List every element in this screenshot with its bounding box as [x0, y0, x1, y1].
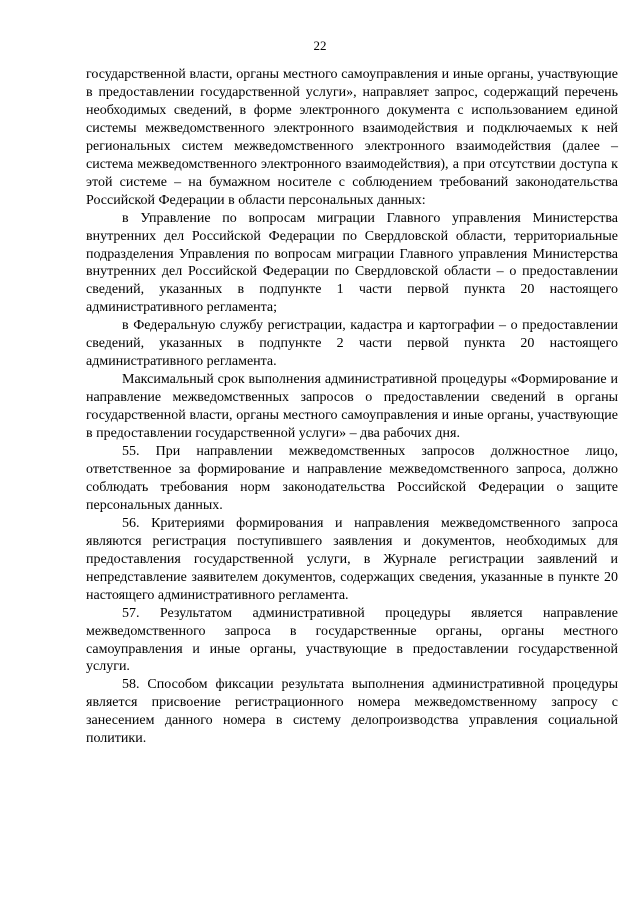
paragraph-migration-department: в Управление по вопросам миграции Главного управления Министерства внутренних дел Российской Федерации по Свердловской области, территориальные подразделения Управления по вопросам миграции Главного управления Министерства внутренних дел Российской Федерации по Свердловской области – о предоставлении сведений, указанных в подпункте 1 части первой пункта 20 настоящего административного регламента;	[86, 210, 618, 316]
document-body	[86, 66, 618, 748]
page-number: 22	[313, 38, 327, 53]
paragraph-maximum-term: Максимальный срок выполнения административной процедуры «Формирование и направление межведомственных запросов о предоставлении сведений в органы государственной власти, органы местного самоуправления и иные органы, участвующие в предоставлении государственной услуги» – два рабочих дня.	[86, 372, 618, 442]
paragraph-federal-registration-service: в Федеральную службу регистрации, кадастра и картографии – о предоставлении сведений, указанных в подпункте 2 части первой пункта 20 настоящего административного регламента.	[86, 318, 618, 370]
paragraph-request-continuation: государственной власти, органы местного самоуправления и иные органы, участвующие в предоставлении государственной услуги», направляет запрос, содержащий перечень необходимых сведений, в форме электронного документа с использованием единой системы межведомственного электронного взаимодействия и подключаемых к ней региональных систем межведомственного электронного взаимодействия (далее – система межведомственного электронного взаимодействия), а при отсутствии доступа к этой системе – на бумажном носителе с соблюдением требований законодательства Российской Федерации в области персональных данных:	[86, 67, 618, 208]
paragraph-item-55: 55. При направлении межведомственных запросов должностное лицо, ответственное за формирование и направление межведомственного запроса, должно соблюдать требования норм законодательства Российской Федерации о защите персональных данных.	[86, 444, 618, 513]
paragraph-item-56: 56. Критериями формирования и направления межведомственного запроса являются регистрация поступившего заявления и документов, необходимых для предоставления государственной услуги, в Журнале регистрации заявлений и непредставление заявителем документов, содержащих сведения, указанные в пункте 20 настоящего административного регламента.	[86, 515, 618, 603]
paragraph-item-58: 58. Способом фиксации результата выполнения административной процедуры является присвоение регистрационного номера межведомственному запросу с занесением данного номера в систему делопроизводства управления социальной политики.	[86, 677, 618, 747]
paragraph-item-57: 57. Результатом административной процедуры является направление межведомственного запроса в государственные органы, органы местного самоуправления и иные органы, участвующие в предоставлении государственной услуги.	[86, 605, 618, 675]
